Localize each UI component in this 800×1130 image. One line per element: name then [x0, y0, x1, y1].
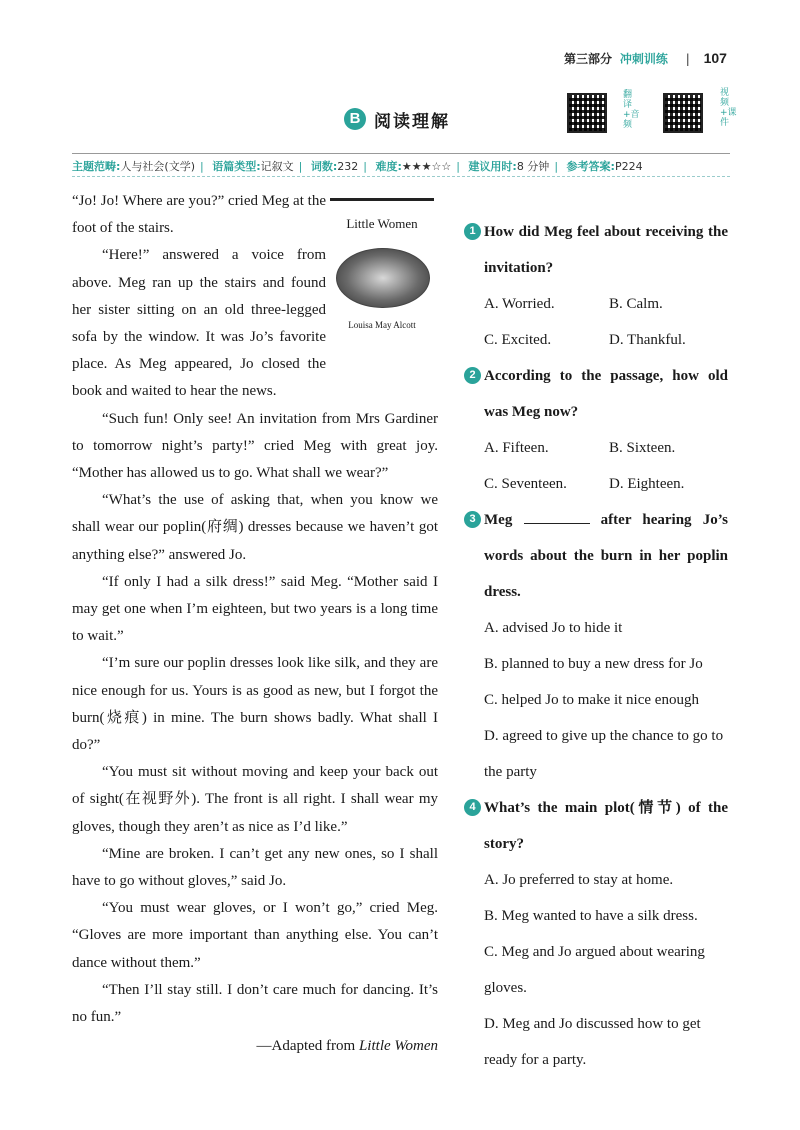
- option-d[interactable]: D. Eighteen.: [609, 476, 685, 492]
- words-key: 词数:: [310, 160, 338, 173]
- section-badge: B: [344, 108, 366, 130]
- answer-blank[interactable]: [524, 509, 590, 524]
- figure-title: Little Women: [346, 216, 418, 231]
- question-stem: [464, 502, 728, 610]
- difficulty-key: 难度:: [375, 160, 402, 173]
- option-b[interactable]: B. Meg wanted to have a silk dress.: [484, 908, 698, 924]
- header-divider: |: [685, 52, 690, 66]
- question-number-icon: 2: [464, 367, 481, 384]
- section-title: 阅读理解: [374, 112, 450, 132]
- answer-value: P224: [614, 160, 643, 173]
- source-prefix: —Adapted from: [256, 1038, 359, 1055]
- qr-code-video[interactable]: [663, 93, 703, 133]
- option-a[interactable]: A. Jo preferred to stay at home.: [484, 872, 674, 888]
- option-c[interactable]: C. Meg and Jo argued about wearing gloves.: [484, 944, 705, 996]
- source-line: [72, 1033, 438, 1060]
- question-2: [464, 358, 728, 502]
- option-b[interactable]: B. Sixteen.: [609, 440, 676, 456]
- genre-value: 记叙文: [260, 160, 294, 173]
- question-number-icon: 3: [464, 511, 481, 528]
- question-4: [464, 790, 728, 1078]
- option-d[interactable]: D. Thankful.: [609, 332, 686, 348]
- option-a[interactable]: A. Worried.: [484, 296, 555, 312]
- time-key: 建议用时:: [468, 160, 517, 173]
- story-paragraph: “I’m sure our poplin dresses look like silk, and they are nice enough for us. Yours is as good as new, but I forgot the burn(烧痕) in mine. The burn shows badly. What shall I do?”: [72, 655, 438, 754]
- section-label: 冲刺训练: [619, 52, 668, 66]
- qr-code-translation[interactable]: [567, 93, 607, 133]
- meta-bar: 主题范畴:人与社会(文学) | 语篇类型:记叙文 | 词数:232 | 难度:★★★☆☆ | 建议用时:8 分钟 | 参考答案:P224: [72, 160, 643, 173]
- option-c[interactable]: C. Excited.: [484, 332, 552, 348]
- meta-bottom-rule: [72, 176, 730, 177]
- qr-label-translation: 翻译+音频: [623, 90, 640, 130]
- question-number-icon: 1: [464, 223, 481, 240]
- question-3: [464, 502, 728, 790]
- words-value: 232: [337, 160, 359, 173]
- question-stem: According to the passage, how old was Meg now?: [484, 368, 728, 420]
- genre-key: 语篇类型:: [212, 160, 261, 173]
- story-paragraph: “Then I’ll stay still. I don’t care much for dancing. It’s no fun.”: [72, 981, 438, 1026]
- running-header: [564, 50, 727, 67]
- topic-value: 人与社会(文学): [120, 160, 195, 173]
- option-a[interactable]: A. advised Jo to hide it: [484, 620, 623, 636]
- option-b[interactable]: B. Calm.: [609, 296, 663, 312]
- topic-key: 主题范畴:: [72, 160, 121, 173]
- story-paragraph: “What’s the use of asking that, when you know we shall wear our poplin(府绸) dresses because we haven’t got anything else?” answered Jo.: [72, 492, 438, 563]
- option-b[interactable]: B. planned to buy a new dress for Jo: [484, 656, 703, 672]
- source-title: Little Women: [358, 1038, 438, 1055]
- difficulty-value: ★★★☆☆: [401, 160, 452, 173]
- question-list: [464, 214, 728, 1078]
- option-d[interactable]: D. agreed to give up the chance to go to the party: [484, 728, 724, 780]
- time-value: 8 分钟: [516, 160, 550, 173]
- option-grid: [464, 430, 728, 502]
- stem-after: after hearing Jo’s words about the burn in her poplin dress.: [484, 512, 728, 600]
- book-illustration: [336, 248, 430, 308]
- stem-before: Meg: [484, 512, 513, 528]
- story-paragraph: “If only I had a silk dress!” said Meg. “Mother said I may get one when I’m eighteen, but two years is a long time to wait.”: [72, 573, 438, 645]
- figure-caption: Louisa May Alcott: [348, 320, 416, 330]
- reading-passage: [72, 188, 438, 1061]
- story-paragraph: “Mine are broken. I can’t get any new ones, so I shall have to go without gloves,” said Jo.: [72, 845, 438, 890]
- page-number: 107: [703, 50, 727, 66]
- option-c[interactable]: C. helped Jo to make it nice enough: [484, 692, 699, 708]
- part-label: 第三部分: [564, 52, 613, 66]
- option-a[interactable]: A. Fifteen.: [484, 440, 549, 456]
- option-c[interactable]: C. Seventeen.: [484, 476, 567, 492]
- question-number-icon: 4: [464, 799, 481, 816]
- question-stem: What’s the main plot(情节) of the story?: [484, 800, 728, 852]
- question-stem: How did Meg feel about receiving the invitation?: [484, 224, 728, 276]
- meta-top-rule: [72, 153, 730, 154]
- question-1: [464, 214, 728, 358]
- figure-rule: [330, 198, 434, 201]
- story-paragraph: “You must wear gloves, or I won’t go,” cried Meg. “Gloves are more important than anything else. You can’t dance without them.”: [72, 900, 438, 971]
- story-paragraph: “Here!” answered a voice from above. Meg ran up the stairs and found her sister sitting on an old three-legged sofa by the window. It was Jo’s favorite place. As Meg appeared, Jo closed the book and waited to hear the news.: [72, 247, 326, 400]
- story-paragraph: “Such fun! Only see! An invitation from Mrs Gardiner to tomorrow night’s party!” cried Meg with great joy. “Mother has allowed us to go. What shall we wear?”: [72, 410, 438, 482]
- story-paragraph: “Jo! Jo! Where are you?” cried Meg at the foot of the stairs.: [72, 193, 326, 237]
- option-list: [464, 862, 728, 1078]
- answer-key: 参考答案:: [566, 160, 615, 173]
- qr-label-video: 视频+课件: [720, 88, 737, 128]
- option-list: [464, 610, 728, 790]
- option-grid: [464, 286, 728, 358]
- option-d[interactable]: D. Meg and Jo discussed how to get ready for a party.: [484, 1016, 701, 1068]
- story-paragraph: “You must sit without moving and keep your back out of sight(在视野外). The front is all right. I shall wear my gloves, though they aren’t as nice as I’d like.”: [72, 764, 438, 835]
